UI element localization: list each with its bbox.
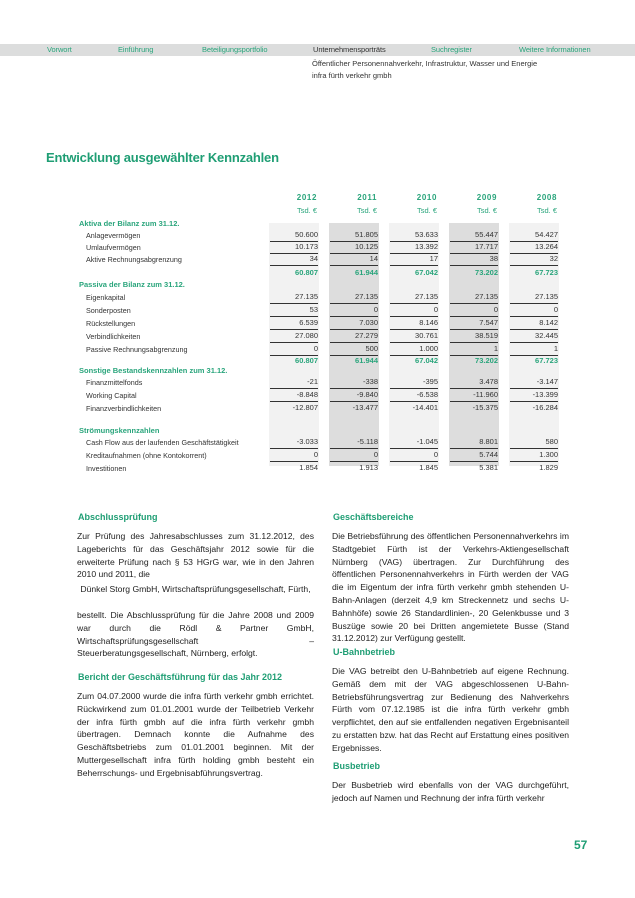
table-cell: 0 [390,304,438,317]
section-heading: Passiva der Bilanz zum 31.12. [79,280,185,289]
table-cell: 7.030 [330,317,378,330]
breadcrumb-category: Öffentlicher Personennahverkehr, Infrastruktur, Wasser und Energie [312,59,538,68]
table-cell: -9.840 [330,389,378,402]
table-cell: -16.284 [532,403,558,412]
total-cell: 61.944 [355,356,378,365]
total-cell: 67.042 [415,356,438,365]
row-label: Rückstellungen [86,319,136,328]
breadcrumb-company: infra fürth verkehr gmbh [312,71,392,80]
table-cell: 8.801 [450,436,498,449]
table-cell: -8.848 [270,389,318,402]
paragraph-ubahnbetrieb: Die VAG betreibt den U-Bahnbetrieb auf eigene Rechnung. Gemäß dem mit der VAG abgeschlossenen U-Bahn-Betriebsführungsvertrag zur Bedienung des Nahverkehrs Fürth vom 07.12.1985 ist die infra fürth verkehr gmbh verpflichtet, den auf sie entfallenden negativen Ergebnisanteil zu erstatten bzw. hat das Recht auf Erstattung eines positiven Ergebnisses. [332,666,569,753]
table-cell: -395 [390,376,438,389]
table-cell: 1.845 [419,463,438,472]
section-heading: Strömungskennzahlen [79,426,160,435]
table-cell: 38 [450,253,498,266]
table-cell: 0 [270,449,318,462]
table-cell: 54.427 [510,229,558,242]
table-cell: 1.913 [359,463,378,472]
table-cell: 0 [390,449,438,462]
table-cell: -14.401 [412,403,438,412]
table-cell: 8.142 [510,317,558,330]
table-cell: 3.478 [450,376,498,389]
table-cell: 27.135 [510,291,558,304]
row-label: Verbindlichkeiten [86,332,141,341]
total-cell: 60.807 [295,356,318,365]
row-label: Finanzverbindlichkeiten [86,404,162,413]
nav-item-beteiligungsportfolio[interactable]: Beteiligungsportfolio [202,45,268,54]
page-number: 57 [574,838,588,852]
paragraph-abschlusspruefung-2: bestellt. Die Abschlussprüfung für die Jahre 2008 und 2009 war durch die Rödl & Partner GmbH, Wirtschaftsprüfungsgesellschaft – Steuerberatungsgesellschaft, Nürnberg, erfolgt. [77,610,314,659]
nav-item-unternehmensportraets[interactable]: Unternehmensporträts [313,45,386,54]
table-cell: -338 [330,376,378,389]
unit-header: Tsd. € [536,206,557,215]
row-label: Aktive Rechnungsabgrenzung [86,255,182,264]
section-heading-geschaeftsbereiche: Geschäftsbereiche [333,512,414,522]
row-label: Investitionen [86,464,127,473]
table-cell: -21 [270,376,318,389]
table-cell: -13.399 [510,389,558,402]
table-cell: -11.960 [450,389,498,402]
nav-item-vorwort[interactable]: Vorwort [47,45,72,54]
section-heading-bericht: Bericht der Geschäftsführung für das Jahr 2012 [78,672,283,682]
nav-item-weitere-informationen[interactable]: Weitere Informationen [519,45,591,54]
section-heading-abschlusspruefung: Abschlussprüfung [78,512,158,522]
table-cell: -1.045 [390,436,438,449]
table-cell: 6.539 [270,317,318,330]
table-cell: 27.080 [270,330,318,343]
table-cell: 1.300 [510,449,558,462]
total-cell: 67.723 [535,356,558,365]
table-cell: 27.135 [270,291,318,304]
table-cell: 1.854 [299,463,318,472]
row-label: Umlaufvermögen [86,243,141,252]
table-cell: -12.807 [292,403,318,412]
row-label: Eigenkapital [86,293,126,302]
table-cell: 14 [330,253,378,266]
row-label: Kreditaufnahmen (ohne Kontokorrent) [86,451,207,460]
table-cell: -5.118 [330,436,378,449]
table-cell: 51.805 [330,229,378,242]
table-cell: 30.761 [390,330,438,343]
table-cell: 27.279 [330,330,378,343]
table-cell: 32.445 [510,330,558,343]
table-cell: 17.717 [450,241,498,254]
year-header: 2009 [476,193,497,202]
table-cell: 5.744 [450,449,498,462]
paragraph-busbetrieb: Der Busbetrieb wird ebenfalls von der VAG durchgeführt, jedoch auf Namen und Rechnung der infra fürth verkehr [332,780,569,803]
top-navigation [0,44,635,56]
section-heading-ubahnbetrieb: U-Bahnbetrieb [333,647,396,657]
table-cell: 0 [330,304,378,317]
unit-header: Tsd. € [296,206,317,215]
table-cell: 53 [270,304,318,317]
table-cell: 580 [510,436,558,449]
table-cell: 13.264 [510,241,558,254]
year-header: 2008 [536,193,557,202]
section-heading-busbetrieb: Busbetrieb [333,761,381,771]
table-cell: 32 [510,253,558,266]
table-cell: 27.135 [390,291,438,304]
table-cell: -3.147 [510,376,558,389]
paragraph-abschlusspruefung: Zur Prüfung des Jahresabschlusses zum 31.12.2012, des Lageberichts für das Geschäftsjahr 2012 sowie für die erweiterte Prüfung nach § 53 HGrG war, wie in den Jahren 2010 und 2011, die [77,531,314,580]
section-heading: Sonstige Bestandskennzahlen zum 31.12. [79,366,228,375]
table-cell: 1.829 [539,463,558,472]
table-cell: 0 [330,449,378,462]
row-label: Cash Flow aus der laufenden Geschäftstätigkeit [86,438,239,447]
nav-item-einfuehrung[interactable]: Einführung [118,45,154,54]
year-header: 2011 [357,193,377,202]
table-cell: -3.033 [270,436,318,449]
row-label: Passive Rechnungsabgrenzung [86,345,188,354]
nav-item-suchregister[interactable]: Suchregister [431,45,472,54]
table-cell: 8.146 [390,317,438,330]
table-cell: 0 [510,304,558,317]
auditor-name: Dünkel Storg GmbH, Wirtschaftsprüfungsgesellschaft, Fürth, [80,584,311,594]
section-heading: Aktiva der Bilanz zum 31.12. [79,219,180,228]
table-cell: 500 [330,343,378,356]
row-label: Working Capital [86,391,137,400]
table-cell: -13.477 [352,403,378,412]
table-cell: 13.392 [390,241,438,254]
total-cell: 67.042 [415,268,438,277]
row-label: Anlagevermögen [86,231,141,240]
table-cell: 10.125 [330,241,378,254]
table-cell: 27.135 [450,291,498,304]
table-cell: 38.519 [450,330,498,343]
total-cell: 73.202 [475,356,498,365]
page-title: Entwicklung ausgewählter Kennzahlen [46,150,279,165]
unit-header: Tsd. € [416,206,437,215]
table-cell: -15.375 [472,403,498,412]
table-cell: 34 [270,253,318,266]
table-cell: 7.547 [450,317,498,330]
total-cell: 73.202 [475,268,498,277]
total-cell: 67.723 [535,268,558,277]
year-header: 2012 [296,193,317,202]
table-cell: 0 [270,343,318,356]
table-cell: 27.135 [330,291,378,304]
table-cell: 10.173 [270,241,318,254]
table-cell: 1.000 [390,343,438,356]
table-cell: 53.633 [390,229,438,242]
year-header: 2010 [416,193,437,202]
total-cell: 60.807 [295,268,318,277]
table-cell: 1 [510,343,558,356]
total-cell: 61.944 [355,268,378,277]
table-cell: -6.538 [390,389,438,402]
paragraph-geschaeftsbereiche: Die Betriebsführung des öffentlichen Personennahverkehrs im Stadtgebiet Fürth ist der Verkehrs-Aktiengesellschaft Nürnberg (VAG) übertragen. Zur Durchführung des öffentlichen Personennahverkehrs in Fürth werden der VAG die im Eigentum der infra fürth verkehr gmbh stehenden U-Bahn-Anlagen (derzeit 4,9 km Streckennetz und sechs U-Bahnhöfe) sowie 26 Standardlinien-, 20 Gelenkbusse und 3 Buszüge sowie 20 bei Dritten angemietete Busse (Stand 31.12.2012) zur Verfügung gestellt. [332,531,569,644]
table-cell: 1 [450,343,498,356]
table-cell: 50.600 [270,229,318,242]
paragraph-bericht: Zum 04.07.2000 wurde die infra fürth verkehr gmbh errichtet. Rückwirkend zum 01.01.2001 wurde der Teilbetrieb Verkehr der infra fürth gmbh auf die infra fürth verkehr gmbh übertragen. Demnach konnte die Aufnahme des Geschäftsbetriebs zum 01.01.2001 beginnen. Mit der Muttergesellschaft infra fürth holding gmbh besteht ein Beherrschungs- und Ergebnisabführungsvertrag. [77,691,314,778]
row-label: Finanzmittelfonds [86,378,143,387]
unit-header: Tsd. € [356,206,377,215]
row-label: Sonderposten [86,306,131,315]
table-cell: 5.381 [479,463,498,472]
table-cell: 17 [390,253,438,266]
table-cell: 0 [450,304,498,317]
unit-header: Tsd. € [476,206,497,215]
table-cell: 55.447 [450,229,498,242]
